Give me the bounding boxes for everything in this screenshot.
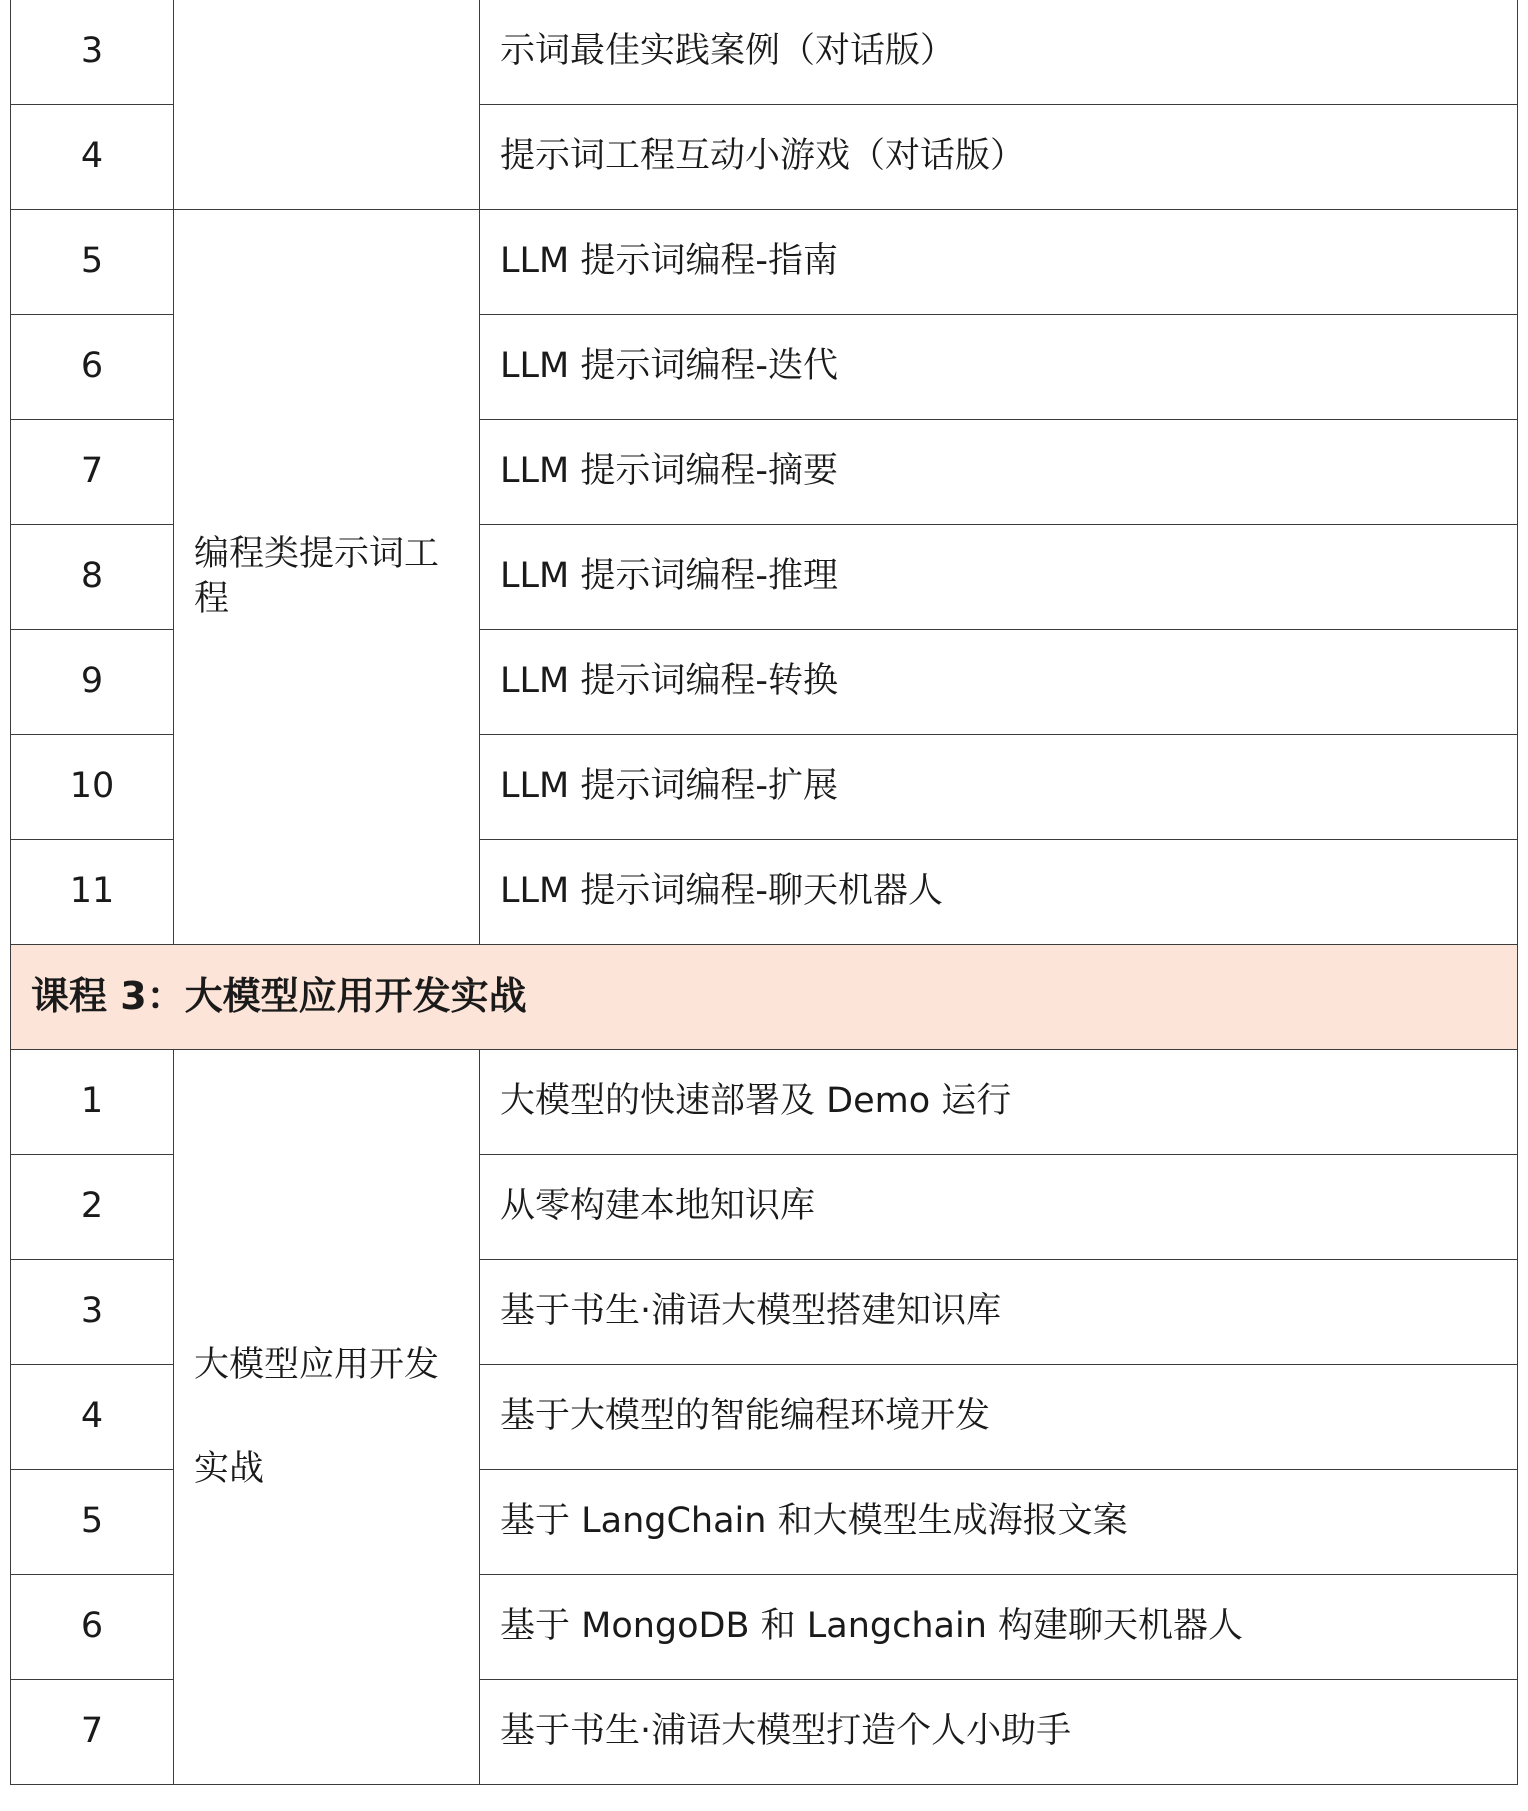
row-number: 6 bbox=[11, 315, 174, 420]
module-cell-empty bbox=[174, 0, 480, 210]
row-number: 3 bbox=[11, 1260, 174, 1365]
row-number: 8 bbox=[11, 525, 174, 630]
section-title: 课程 3：大模型应用开发实战 bbox=[11, 945, 1518, 1050]
row-number: 7 bbox=[11, 420, 174, 525]
row-number: 4 bbox=[11, 105, 174, 210]
table-row bbox=[11, 1050, 1518, 1155]
lesson-title: 示词最佳实践案例（对话版） bbox=[480, 0, 1518, 105]
table-row bbox=[11, 0, 1518, 105]
lesson-title: LLM 提示词编程-推理 bbox=[480, 525, 1518, 630]
lesson-title: 提示词工程互动小游戏（对话版） bbox=[480, 105, 1518, 210]
lesson-title: 基于 MongoDB 和 Langchain 构建聊天机器人 bbox=[480, 1575, 1518, 1680]
lesson-title: 基于书生·浦语大模型搭建知识库 bbox=[480, 1260, 1518, 1365]
lesson-title: 基于 LangChain 和大模型生成海报文案 bbox=[480, 1470, 1518, 1575]
lesson-title: LLM 提示词编程-聊天机器人 bbox=[480, 840, 1518, 945]
module-name: 大模型应用开发实战 bbox=[174, 1050, 480, 1785]
row-number: 5 bbox=[11, 1470, 174, 1575]
row-number: 3 bbox=[11, 0, 174, 105]
row-number: 10 bbox=[11, 735, 174, 840]
row-number: 9 bbox=[11, 630, 174, 735]
curriculum-table bbox=[10, 0, 1518, 1785]
lesson-title: LLM 提示词编程-转换 bbox=[480, 630, 1518, 735]
lesson-title: 从零构建本地知识库 bbox=[480, 1155, 1518, 1260]
row-number: 7 bbox=[11, 1680, 174, 1785]
row-number: 5 bbox=[11, 210, 174, 315]
row-number: 11 bbox=[11, 840, 174, 945]
lesson-title: LLM 提示词编程-迭代 bbox=[480, 315, 1518, 420]
lesson-title: LLM 提示词编程-指南 bbox=[480, 210, 1518, 315]
row-number: 6 bbox=[11, 1575, 174, 1680]
lesson-title: LLM 提示词编程-摘要 bbox=[480, 420, 1518, 525]
lesson-title: 基于大模型的智能编程环境开发 bbox=[480, 1365, 1518, 1470]
module-name: 编程类提示词工程 bbox=[174, 210, 480, 945]
lesson-title: 大模型的快速部署及 Demo 运行 bbox=[480, 1050, 1518, 1155]
row-number: 1 bbox=[11, 1050, 174, 1155]
lesson-title: 基于书生·浦语大模型打造个人小助手 bbox=[480, 1680, 1518, 1785]
row-number: 4 bbox=[11, 1365, 174, 1470]
table-row bbox=[11, 210, 1518, 315]
section-header-row bbox=[11, 945, 1518, 1050]
row-number: 2 bbox=[11, 1155, 174, 1260]
lesson-title: LLM 提示词编程-扩展 bbox=[480, 735, 1518, 840]
